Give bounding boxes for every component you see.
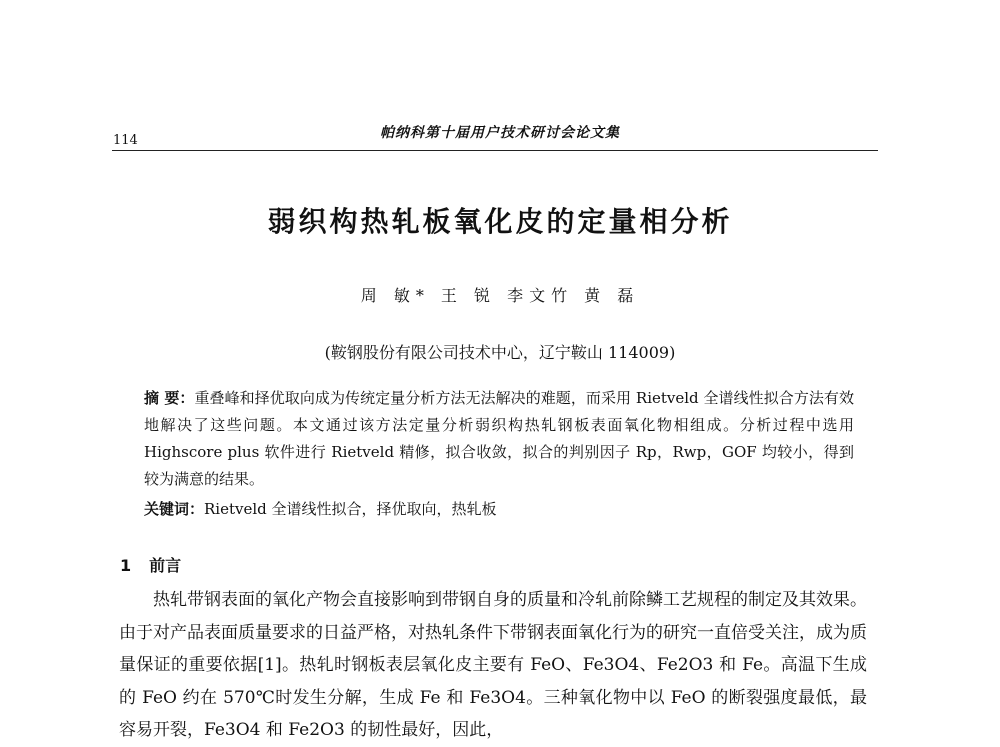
section-title: 前言 [149, 556, 182, 575]
abstract-text: 重叠峰和择优取向成为传统定量分析方法无法解决的难题，而采用 Rietveld 全谱线性拟合方法有效地解决了这些问题。本文通过该方法定量分析弱织构热轧钢板表面氧化物相组成。分析过程中选用 Highscore plus 软件进行 Rietveld 精修，拟合收敛，拟合的判别因子 Rp，Rwp，GOF 均较小，得到较为满意的结果。 [144, 389, 854, 488]
paper-title: 弱织构热轧板氧化皮的定量相分析 [267, 205, 733, 238]
section-heading [120, 553, 181, 576]
keywords-text: Rietveld 全谱线性拟合，择优取向，热轧板 [204, 500, 497, 518]
authors: 周 敏* 王 锐 李文竹 黄 磊 [360, 286, 640, 305]
abstract-label: 摘 要： [144, 389, 195, 407]
section-number: 1 [120, 556, 132, 575]
keywords-label: 关键词： [144, 500, 205, 518]
header-rule [112, 150, 878, 151]
keywords [144, 496, 854, 523]
body-paragraph: 热轧带钢表面的氧化产物会直接影响到带钢自身的质量和冷轧前除鳞工艺规程的制定及其效果。由于对产品表面质量要求的日益严格，对热轧条件下带钢表面氧化行为的研究一直倍受关注，成为质量保证的重要依据[1]。热轧时钢板表层氧化皮主要有 FeO、Fe3O4、Fe2O3 和 Fe。高温下生成的 FeO 约在 570℃时发生分解，生成 Fe 和 Fe3O4。三种氧化物中以 FeO 的断裂强度最低，最容易开裂，Fe3O4 和 Fe2O3 的韧性最好，因此， [119, 590, 867, 740]
page-number: 114 [113, 133, 138, 148]
running-header: 帕纳科第十届用户技术研讨会论文集 [380, 125, 620, 141]
abstract [144, 385, 854, 493]
affiliation: (鞍钢股份有限公司技术中心，辽宁鞍山 114009) [324, 343, 676, 362]
